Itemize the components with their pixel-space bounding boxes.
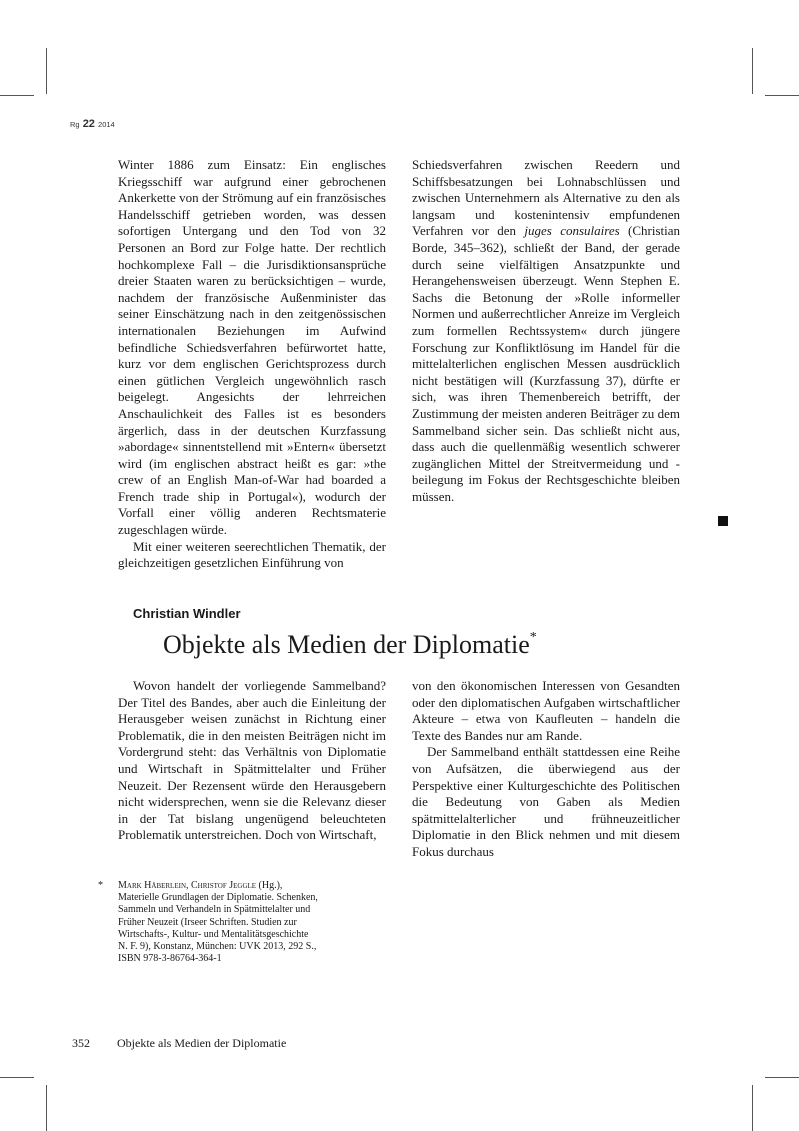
body-paragraph: Mit einer weiteren seerechtlichen Thematik, der gleichzeitigen gesetzlichen Einführung von <box>118 538 386 571</box>
crop-mark-bottom-right-h <box>765 1077 799 1078</box>
footnote-mark: * <box>98 880 103 891</box>
running-head <box>70 118 115 130</box>
volume-number: 22 <box>82 118 95 130</box>
journal-year: 2014 <box>98 120 115 129</box>
review-title <box>163 622 537 661</box>
italic-term: juges consulaires <box>524 223 620 239</box>
page-footer <box>72 1036 286 1051</box>
crop-mark-bottom-left-h <box>0 1077 34 1078</box>
footnote-reference: * <box>529 630 537 645</box>
body-paragraph: Der Sammelband enthält stattdessen eine Reihe von Aufsätzen, die überwiegend aus der Perspektive einer Kulturgeschichte des Politischen die Bedeutung von Gaben als Medien spätmittelalterlicher und frühneuzeitlicher Diplomatie in den Blick nehmen und mit diesem Fokus durchaus <box>412 744 680 859</box>
crop-mark-top-right <box>752 48 753 94</box>
crop-mark-bottom-right <box>752 1085 753 1131</box>
journal-abbrev: Rg <box>70 120 80 129</box>
body-paragraph <box>412 157 680 505</box>
crop-mark-top-right-h <box>765 95 799 96</box>
footnote-citation: (Hg.), Materielle Grundlagen der Diplomatie. Schenken, Sammeln und Verhandeln in Spätmittelalter und Früher Neuzeit (Irseer Schriften. Studien zur Wirtschafts-, Kultur- und Mentalitätsgeschichte N. F. 9), Konstanz, München: UVK 2013, 292 S., ISBN 978-3-86764-364-1 <box>118 880 318 965</box>
body-paragraph: Winter 1886 zum Einsatz: Ein englisches Kriegsschiff war aufgrund einer gebrochenen Ankerkette von der Strömung auf ein französisches Handelsschiff getrieben worden, was dessen sofortigen Untergang und den Tod von 32 Personen an Bord zur Folge hatte. Der rechtlich hochkomplexe Fall – die Jurisdiktionsansprüche dreier Staaten waren zu berücksichtigen – wurde, nachdem der französische Außenminister das seiner Einschätzung nach in den zeitgenössischen internationalen Beziehungen im Aufwind befindliche Schiedsverfahren befürwortet hatte, kurz vor dem englischen Gerichtsprozess durch einen gütlichen Vergleich ungewöhnlich rasch beigelegt. Angesichts der lehrreichen Anschaulichkeit des Falles ist es besonders ärgerlich, dass in der deutschen Kurzfassung »abordage« sinnentstellend mit »Entern« übersetzt wird (im englischen abstract heißt es gar: »the crew of an English Man-of-War had boarded a French trade ship in Portugal«), wodurch der Vorfall einer völlig anderen Rechtsmaterie zugeschlagen würde. <box>118 157 386 538</box>
crop-mark-top-left <box>46 48 47 94</box>
crop-mark-bottom-left <box>46 1085 47 1131</box>
review-author: Christian Windler <box>133 606 241 621</box>
page-number: 352 <box>72 1036 90 1050</box>
footnote-text <box>118 880 318 965</box>
footer-running-title: Objekte als Medien der Diplomatie <box>117 1036 287 1050</box>
body-paragraph: Wovon handelt der vorliegende Sammelband? Der Titel des Bandes, aber auch die Einleitung der Herausgeber weisen zunächst in Richtung einer Problematik, die in den meisten Beiträgen nicht im Vordergrund steht: das Verhältnis von Diplomatie und Wirtschaft in Spätmittelalter und Früher Neuzeit. Der Rezensent würde den Herausgebern nicht widersprechen, wenn sie die Relevanz dieser in der Tat bislang ungenügend beleuchteten Problematik unterstreichen. Doch von Wirtschaft, <box>118 678 386 843</box>
bottom-left-column <box>118 678 386 844</box>
footnote-editors: Mark Häberlein, Christof Jeggle <box>118 880 257 891</box>
bottom-right-column <box>412 678 680 861</box>
review-title-text: Objekte als Medien der Diplomatie <box>163 630 530 659</box>
crop-mark-top-left-h <box>0 95 34 96</box>
end-of-article-mark <box>718 516 728 526</box>
text-run: Schiedsverfahren zwischen Reedern und Schiffsbesatzungen bei Lohnabschlüssen und zwischen Unternehmern als Alternative zu den als langsam und kostenintensiv empfundenen Verfahren vor den <box>412 157 680 239</box>
top-right-column <box>412 157 680 505</box>
top-left-column <box>118 157 386 572</box>
body-paragraph: von den ökonomischen Interessen von Gesandten oder den diplomatischen Aufgaben wirtschaftlicher Akteure – etwa von Kaufleuten – handeln die Texte des Bandes nur am Rande. <box>412 678 680 743</box>
text-run: (Christian Borde, 345–362), schließt der Band, der gerade durch seine vielfältigen Ansatzpunkte und Herangehensweisen überzeugt. Wenn Stephen E. Sachs die Betonung der »Rolle informeller Normen und außerrechtlicher Anreize im Vergleich zum formellen Rechtssystem« durch jüngere Forschung zur Konfliktlösung im Handel für die mittelalterlichen englischen Messen ausdrücklich nicht bestätigen will (Kurzfassung 37), dürfte er sich, was ihren Themenbereich betrifft, der Zustimmung der meisten anderen Beiträger zu dem Sammelband sicher sein. Das schließt nicht aus, dass auch die quellenmäßig wesentlich schwerer zugänglichen Mittel der Streitvermeidung und -beilegung im Fokus der Rechtsgeschichte bleiben müssen. <box>412 223 680 504</box>
